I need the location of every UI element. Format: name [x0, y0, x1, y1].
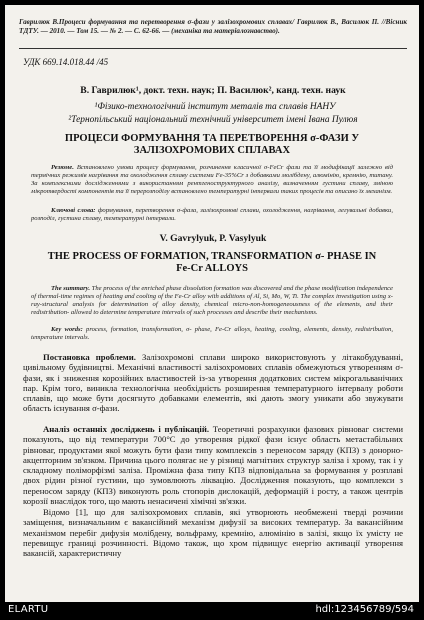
header-rule	[19, 48, 407, 49]
body-paragraph-2	[23, 424, 403, 506]
abstract-en-label: The summary.	[51, 285, 90, 292]
authors-ua: В. Гаврилюк¹, докт. техн. наук; П. Василюк², канд. техн. наук	[80, 85, 346, 96]
abstract-ua-label: Резюме.	[51, 164, 74, 171]
repository-label: ELARTU	[8, 604, 49, 615]
keywords-ua	[31, 207, 393, 223]
keywords-en-label: Key words:	[51, 326, 83, 333]
udk-code: УДК 669.14.018.44 /45	[23, 57, 109, 67]
abstract-ua-text: Встановлено умови процесу формування, розчинення класичної σ-FeCr фази та її модифікації залежно від термічних режимів нагрівання та охолодження сплаву системи Fe-35%Cr з добавками молібдену, алюмінію, кремнію, титану. За комплексними дослідженнями з використанням рентгеноструктурного аналізу, визначенням густини сплаву, зміною мікротвердості компонентів та її перерозподілу встановлено температурні інтервали таких процесів та описано їх механізм.	[31, 164, 393, 195]
title-ua: ПРОЦЕСИ ФОРМУВАННЯ ТА ПЕРЕТВОРЕННЯ σ-ФАЗИ У ЗАЛІЗОХРОМОВИХ СПЛАВАХ	[64, 133, 360, 156]
authors-en: V. Gavrylyuk, P. Vasylyuk	[159, 233, 267, 244]
handle-id: hdl:123456789/594	[315, 604, 414, 615]
document-page	[5, 5, 419, 602]
affiliation-2: ²Тернопільський національний технічний університет імені Івана Пулюя	[68, 115, 358, 125]
body-paragraph-1	[23, 352, 403, 414]
keywords-ua-text: формування, перетворення σ-фаза, залізохромові сплави, охолодження, нагрівання, легувальні добавки, розподіл, густина сплаву, температурні інтервали.	[31, 207, 393, 222]
paragraph-2-text: Теоретичні розрахунки фазових рівноваг системи показують, що від температури 700°C до утворення рідкої фази існує область метастабільних рівноваг, продуктами якої можуть бути фази типу комплексів з переносом заряду (КПЗ) з донорно-акцепторним зв'язком. Причина цього полягає не у різниці магнітних структур заліза і хрому, так і у складному поліморфізмі заліза. Проміжна фаза типу КПЗ відповідальна за формування у розплаві двох рідин різної густини, що зумовлюють ліквацію. Дослідження показують, що комплекси з переносом заряду (КПЗ) виконують роль стопорів дислокацій, деформацій і росту, а також центрів корозії внаслідок того, що мають ненасичені хімічні зв'язки.	[23, 424, 403, 507]
abstract-en-text: The process of the enriched phase dissolution formation was discovered and the phase modification independence of thermal-time regimes of heating and cooling of the Fe-Cr alloy with additions of Al, Si, Mo, W, Ti. The complex investigation using x-ray-structural analysis for determination of alloy density, chemical micro-non-homogeneousness of the elements, and their redistribution- allowed to determine temperature intervals of such processes and describe their mechanisms.	[31, 285, 393, 316]
citation-header: Гаврилюк В.Процеси формування та перетворення σ-фази у залізохромових сплавах/ Гаврилюк В., Василюк П. //Вісник ТДТУ. — 2010. — Том 15. — № 2. — С. 62-66. — (механіка та матеріалознавство).	[19, 18, 407, 35]
keywords-ua-label: Ключові слова:	[51, 207, 96, 214]
body-paragraph-3	[23, 507, 403, 558]
abstract-ua	[31, 164, 393, 196]
title-en: THE PROCESS OF FORMATION, TRANSFORMATION σ- PHASE IN Fe-Cr ALLOYS	[47, 251, 377, 274]
paragraph-3-text: Відомо [1], що для залізохромових сплавів, які утворюють необмежені тверді розчини заміщення, визначальним є вакансійний механізм дифузії за високих температур. За вакансійним механізмом перебіг дифузія молібдену, вольфраму, кремнію, алюмінію в залізі, якщо їх умісту не перевищує границі розчинності. Відомо також, що хром підвищує енергію активації утворення вакансій, характеристичну	[23, 507, 403, 559]
paragraph-2-lead: Аналіз останніх досліджень і публікацій.	[43, 424, 210, 434]
paragraph-1-text: Залізохромові сплави широко використовують у літакобудуванні, цивільному будівництві. Механічні властивості залізохромових сплавів обмежуються утворенням σ-фази, як і зниження корозійних властивостей із-за утворення додаткових систем мікрогальванічних пар. Крім того, виникла технологічна необхідність розширення температурного інтервалу роботи сплавів, що може бути досягнуто добавками елементів, які дають змогу уникати або звужувати область існування σ-фази.	[23, 352, 403, 414]
keywords-en	[31, 326, 393, 342]
abstract-en	[31, 285, 393, 317]
keywords-en-text: process, formation, transformation, σ- phase, Fe-Cr alloys, heating, cooling, elements, density, redistribution, temperature intervals.	[31, 326, 393, 341]
affiliation-1: ¹Фізико-технологічний інститут металів та сплавів НАНУ	[94, 102, 336, 112]
paragraph-1-lead: Постановка проблеми.	[43, 352, 136, 362]
